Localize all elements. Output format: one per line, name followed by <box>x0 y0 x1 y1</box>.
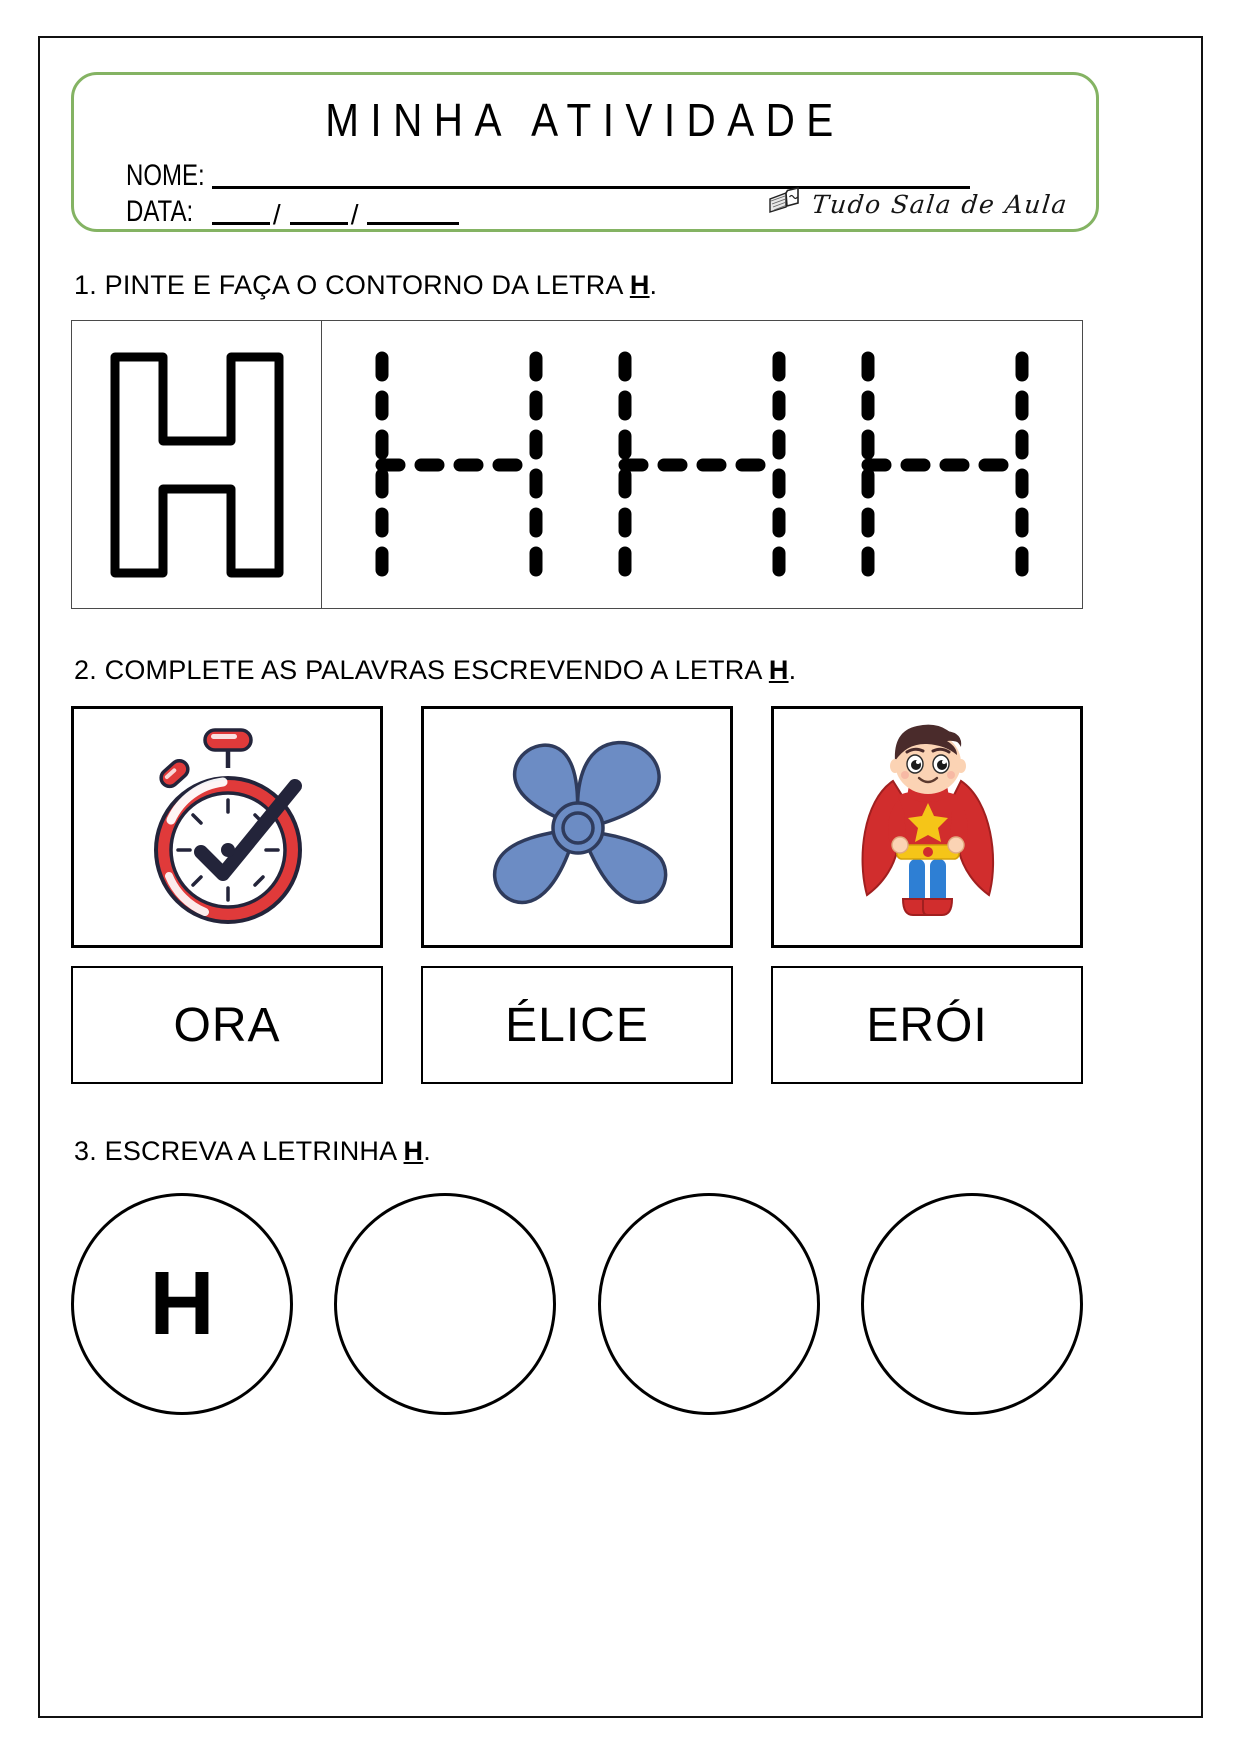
fan-propeller-icon <box>471 729 683 925</box>
circle-row <box>71 1193 1083 1415</box>
exercise-3-instruction-period: . <box>423 1136 431 1166</box>
worksheet-header <box>71 72 1099 232</box>
date-label: DATA: <box>126 195 194 228</box>
brand-name: Tudo Sala de Aula <box>810 190 1070 219</box>
exercise-3-instruction <box>74 1136 431 1167</box>
circle-letter-1: H <box>149 1254 215 1354</box>
superhero-boy-icon <box>837 719 1017 935</box>
dashed-letter-h-icon-3 <box>852 350 1038 580</box>
exercise-1-instruction-text: 1. PINTE E FAÇA O CONTORNO DA LETRA <box>74 270 630 300</box>
exercise-3-instruction-text: 3. ESCREVA A LETRINHA <box>74 1136 404 1166</box>
word-text-2: ÉLICE <box>505 998 649 1052</box>
picture-row <box>71 706 1083 948</box>
stopwatch-icon <box>127 724 327 930</box>
word-cell-2[interactable] <box>421 966 733 1084</box>
answer-circle-1[interactable] <box>71 1193 293 1415</box>
word-row <box>71 966 1083 1084</box>
word-cell-3[interactable] <box>771 966 1083 1084</box>
date-separator-1: / <box>272 199 281 230</box>
date-day-line[interactable] <box>212 221 270 225</box>
date-year-line[interactable] <box>367 221 459 225</box>
answer-circle-3[interactable] <box>598 1193 820 1415</box>
exercise-2-instruction-text: 2. COMPLETE AS PALAVRAS ESCREVENDO A LETRA <box>74 655 769 685</box>
name-label: NOME: <box>126 159 205 192</box>
letter-tracing-box <box>71 320 1083 609</box>
date-month-line[interactable] <box>290 221 348 225</box>
answer-circle-2[interactable] <box>334 1193 556 1415</box>
exercise-1-instruction-period: . <box>649 270 658 300</box>
word-cell-1[interactable] <box>71 966 383 1084</box>
picture-cell-stopwatch[interactable] <box>71 706 383 948</box>
exercise-1-instruction <box>74 270 657 301</box>
exercise-2-instruction <box>74 655 796 686</box>
dashed-letters-cell[interactable] <box>322 321 1082 608</box>
picture-cell-superhero[interactable] <box>771 706 1083 948</box>
worksheet-page <box>38 36 1203 1718</box>
dashed-letter-h-icon-2 <box>609 350 795 580</box>
outline-letter-h-icon <box>101 349 293 581</box>
brand-logo <box>768 186 1068 223</box>
exercise-2-target-letter: H <box>768 655 789 685</box>
answer-circle-4[interactable] <box>861 1193 1083 1415</box>
outline-letter-cell[interactable] <box>72 321 322 608</box>
page-title: MINHA ATIVIDADE <box>325 94 845 146</box>
word-text-3: ERÓI <box>866 998 988 1052</box>
open-book-icon <box>768 186 808 223</box>
exercise-1-target-letter: H <box>629 270 650 300</box>
picture-cell-fan[interactable] <box>421 706 733 948</box>
dashed-letter-h-icon-1 <box>366 350 552 580</box>
exercise-3-target-letter: H <box>403 1136 424 1166</box>
exercise-2-instruction-period: . <box>788 655 797 685</box>
date-separator-2: / <box>350 199 359 230</box>
word-text-1: ORA <box>173 998 281 1052</box>
date-field-row <box>126 195 459 229</box>
